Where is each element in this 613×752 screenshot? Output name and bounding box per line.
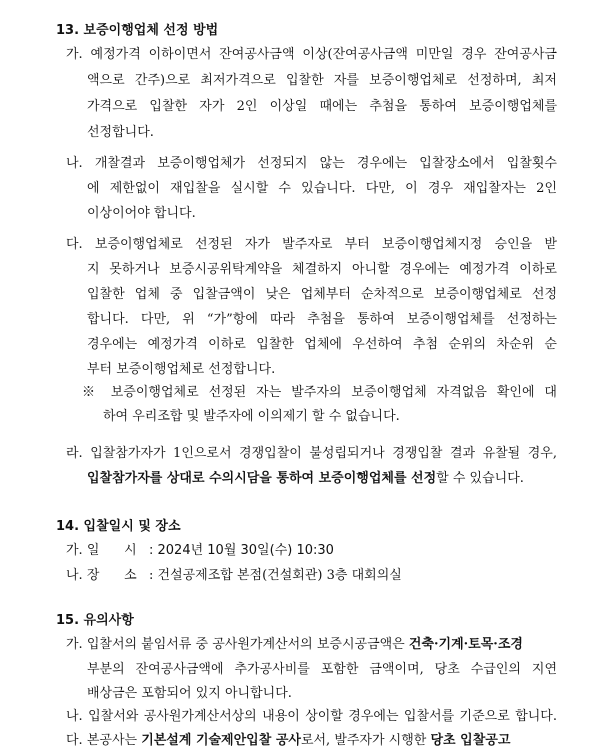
caution-da-line [66,733,510,749]
note-line-1: ※ 보증이행업체로 선정된 자는 발주자의 보증이행업체 자격없음 확인에 대 [82,385,557,400]
caution-ga-text: 가. 입찰서의 붙임서류 중 공사원가계산서의 보증시공금액은 [66,637,409,652]
bid-place-row [66,568,402,584]
caution-da-text-2: 로서, 발주자가 시행한 [300,733,431,748]
item-na-line-2: 에 제한없이 재입찰을 실시할 수 있습니다. 다만, 이 경우 재입찰자는 2인 [87,181,557,196]
bid-date-row [66,543,334,559]
item-ra-rest-text: 할 수 있습니다. [436,471,524,486]
bid-place-value: : 건설공제조합 본점(건설회관) 3층 대회의실 [149,568,402,583]
item-da-line-4: 합니다. 다만, 위 “가”항에 따라 추첨을 통하여 보증이행업체를 선정하는 [87,312,557,327]
item-na-line-3: 이상이어야 합니다. [87,206,196,221]
caution-ga-line-1 [66,637,523,653]
caution-da-bold-1: 기본설계 기술제안입찰 공사 [141,733,301,748]
note-line-2: 하여 우리조합 및 발주자에 이의제기 할 수 없습니다. [103,409,400,424]
bid-date-value: : 2024년 10월 30일(수) 10:30 [149,543,334,558]
item-da-line-1: 다. 보증이행업체로 선정된 자가 발주자로 부터 보증이행업체지정 승인을 받 [66,237,557,252]
caution-ga-line-3: 배상금은 포함되어 있지 아니합니다. [87,686,292,701]
caution-da-bold-2: 당초 입찰공고 [430,733,511,748]
caution-ga-line-2: 부분의 잔여공사금액에 추가공사비를 포함한 금액이며, 당초 수급인의 지연 [87,662,557,677]
caution-ga-bold-text: 건축·기계·토목·조경 [408,637,523,652]
item-da-line-2: 지 못하거나 보증시공위탁계약을 체결하지 아니할 경우에는 예정가격 이하로 [87,262,557,277]
section-15-title: 15. 유의사항 [56,613,134,628]
item-na-line-1: 나. 개찰결과 보증이행업체가 선정되지 않는 경우에는 입찰장소에서 입찰횟수 [66,156,557,171]
item-ra-line-1: 라. 입찰참가자가 1인으로서 경쟁입찰이 불성립되거나 경쟁입찰 결과 유찰될 경우, [66,446,557,461]
section-14-title: 14. 입찰일시 및 장소 [56,519,181,534]
item-da-line-3: 입찰한 업체 중 입찰금액이 낮은 업체부터 순차적으로 보증이행업체로 선정 [87,287,557,302]
item-da-line-6: 부터 보증이행업체로 선정합니다. [87,362,276,377]
item-ra-bold-text: 입찰참가자를 상대로 수의시담을 통하여 보증이행업체를 선정 [87,471,437,486]
item-ga-line-2: 액으로 간주)으로 최저가격으로 입찰한 자를 보증이행업체로 선정하며, 최저 [87,73,557,88]
section-13-title: 13. 보증이행업체 선정 방법 [56,23,219,38]
bid-place-label: 나. 장 소 [66,568,137,583]
item-ra-line-2 [87,471,524,487]
item-ga-line-3: 가격으로 입찰한 자가 2인 이상일 때에는 추첨을 통하여 보증이행업체를 [87,99,557,114]
item-ga-line-4: 선정합니다. [87,125,154,140]
caution-da-text-1: 다. 본공사는 [66,733,142,748]
caution-na-line: 나. 입찰서와 공사원가계산서상의 내용이 상이할 경우에는 입찰서를 기준으로 합니다. [66,709,557,724]
item-da-line-5: 경우에는 예정가격 이하로 입찰한 업체에 우선하여 추첨 순위의 차순위 순 [87,337,557,352]
bid-date-label: 가. 일 시 [66,543,137,558]
item-ga-line-1: 가. 예정가격 이하이면서 잔여공사금액 이상(잔여공사금액 미만일 경우 잔여공사금 [66,47,557,62]
